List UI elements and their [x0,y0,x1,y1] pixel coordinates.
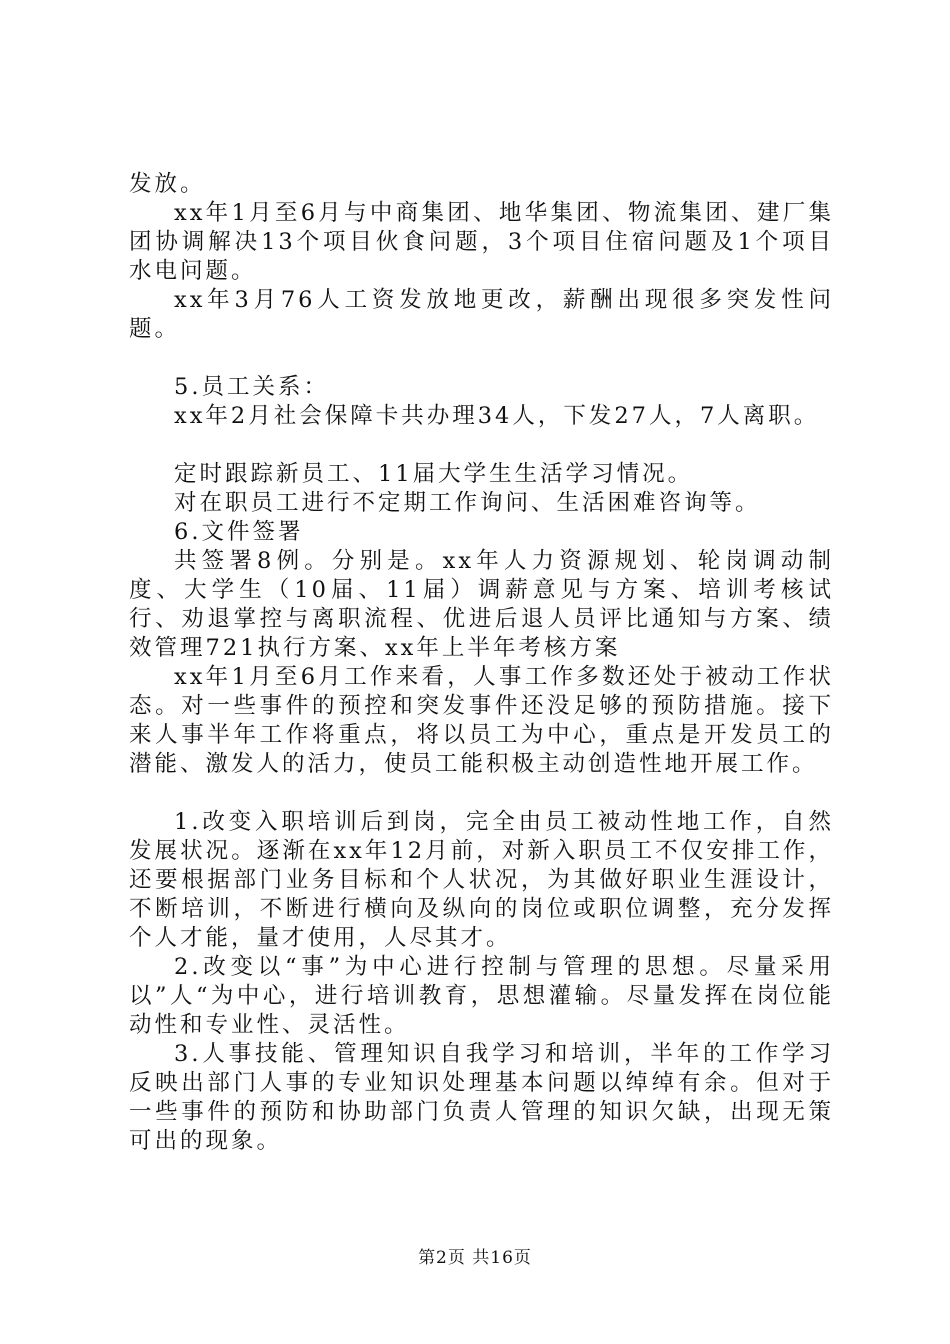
paragraph: 定时跟踪新员工、11届大学生生活学习情况。 [174,461,694,487]
list-item: 2.改变以“事”为中心进行控制与管理的思想。尽量采用以”人“为中心，进行培训教育，思想灌输。尽量发挥在岗位能动性和专业性、灵活性。 [129,954,834,1038]
section-heading: 5.员工关系： [174,374,329,400]
paragraph: xx年1月至6月工作来看，人事工作多数还处于被动工作状态。对一些事件的预控和突发事件还没足够的预防措施。接下来人事半年工作将重点，将以员工为中心，重点是开发员工的潜能、激发人的活力，使员工能积极主动创造性地开展工作。 [129,664,834,777]
document-body [129,170,834,1156]
paragraph: xx年2月社会保障卡共办理34人，下发27人，7人离职。 [174,403,820,429]
page-number: 第2页 共16页 [418,1248,532,1268]
paragraph: 对在职员工进行不定期工作询问、生活困难咨询等。 [174,490,761,516]
paragraph: xx年3月76人工资发放地更改，薪酬出现很多突发性问题。 [129,287,834,342]
list-item: 3.人事技能、管理知识自我学习和培训，半年的工作学习反映出部门人事的专业知识处理基本问题以绰绰有余。但对于一些事件的预防和协助部门负责人管理的知识欠缺，出现无策可出的现象。 [129,1041,834,1154]
list-item: 1.改变入职培训后到岗，完全由员工被动性地工作，自然发展状况。逐渐在xx年12月前，对新入职员工不仅安排工作，还要根据部门业务目标和个人状况，为其做好职业生涯设计，不断培训，不断进行横向及纵向的岗位或职位调整，充分发挥个人才能，量才使用，人尽其才。 [129,809,834,951]
paragraph: 共签署8例。分别是。xx年人力资源规划、轮岗调动制度、大学生（10届、11届）调薪意见与方案、培训考核试行、劝退掌控与离职流程、优进后退人员评比通知与方案、绩效管理721执行方案、xx年上半年考核方案 [129,548,834,661]
paragraph: xx年1月至6月与中商集团、地华集团、物流集团、建厂集团协调解决13个项目伙食问题，3个项目住宿问题及1个项目水电问题。 [129,200,834,284]
paragraph: 发放。 [129,171,206,197]
section-heading: 6.文件签署 [174,519,304,545]
